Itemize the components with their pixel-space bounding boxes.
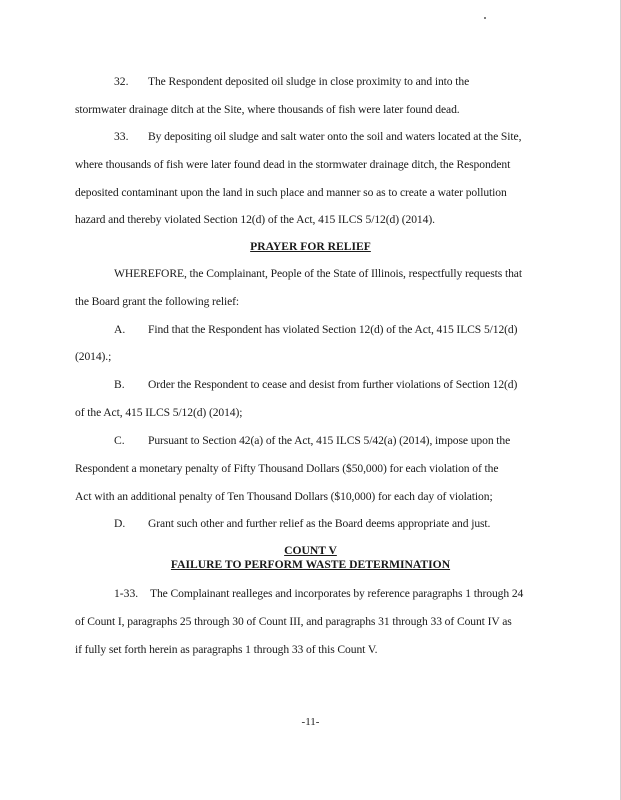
page-number: -11- [301,716,320,728]
relief-letter-d: D. [114,517,126,530]
count-v-heading: COUNT V [284,544,337,557]
paragraph-1-33-line-1: The Complainant realleges and incorporates by reference paragraphs 1 through 24 [150,587,524,600]
paragraph-number-32: 32. [114,75,129,88]
paragraph-32-line-2: stormwater drainage ditch at the Site, where thousands of fish were later found dead. [75,103,460,116]
prayer-for-relief-heading: PRAYER FOR RELIEF [250,240,371,253]
scan-speck [484,17,486,19]
relief-c-line-3: Act with an additional penalty of Ten Thousand Dollars ($10,000) for each day of violation; [75,490,493,503]
paragraph-number-33: 33. [114,130,129,143]
wherefore-line-1: WHEREFORE, the Complainant, People of the State of Illinois, respectfully requests that [114,267,522,280]
relief-b-line-2: of the Act, 415 ILCS 5/12(d) (2014); [75,406,243,419]
paragraph-33-line-3: deposited contaminant upon the land in such place and manner so as to create a water pollution [75,186,507,199]
paragraph-1-33-line-3: if fully set forth herein as paragraphs 1 through 33 of this Count V. [75,643,378,656]
paragraph-33-line-4: hazard and thereby violated Section 12(d) of the Act, 415 ILCS 5/12(d) (2014). [75,213,435,226]
count-v-subheading: FAILURE TO PERFORM WASTE DETERMINATION [170,558,451,571]
wherefore-line-2: the Board grant the following relief: [75,295,240,308]
relief-letter-b: B. [114,378,125,391]
paragraph-33-line-2: where thousands of fish were later found dead in the stormwater drainage ditch, the Respondent [75,158,511,171]
paragraph-32-line-1: The Respondent deposited oil sludge in close proximity to and into the [148,75,470,88]
relief-a-line-1: Find that the Respondent has violated Section 12(d) of the Act, 415 ILCS 5/12(d) [148,323,518,336]
relief-letter-a: A. [114,323,126,336]
relief-a-line-2: (2014).; [75,350,112,363]
paragraph-1-33-line-2: of Count I, paragraphs 25 through 30 of Count III, and paragraphs 31 through 33 of Count IV as [75,615,512,628]
relief-letter-c: C. [114,434,125,447]
relief-d-line-1: Grant such other and further relief as the Board deems appropriate and just. [148,517,491,530]
relief-c-line-2: Respondent a monetary penalty of Fifty Thousand Dollars ($50,000) for each violation of the [75,462,499,475]
paragraph-33-line-1: By depositing oil sludge and salt water onto the soil and waters located at the Site, [148,130,522,143]
relief-c-line-1: Pursuant to Section 42(a) of the Act, 415 ILCS 5/42(a) (2014), impose upon the [148,434,511,447]
relief-b-line-1: Order the Respondent to cease and desist from further violations of Section 12(d) [148,378,518,391]
paragraph-number-1-33: 1-33. [114,587,139,600]
